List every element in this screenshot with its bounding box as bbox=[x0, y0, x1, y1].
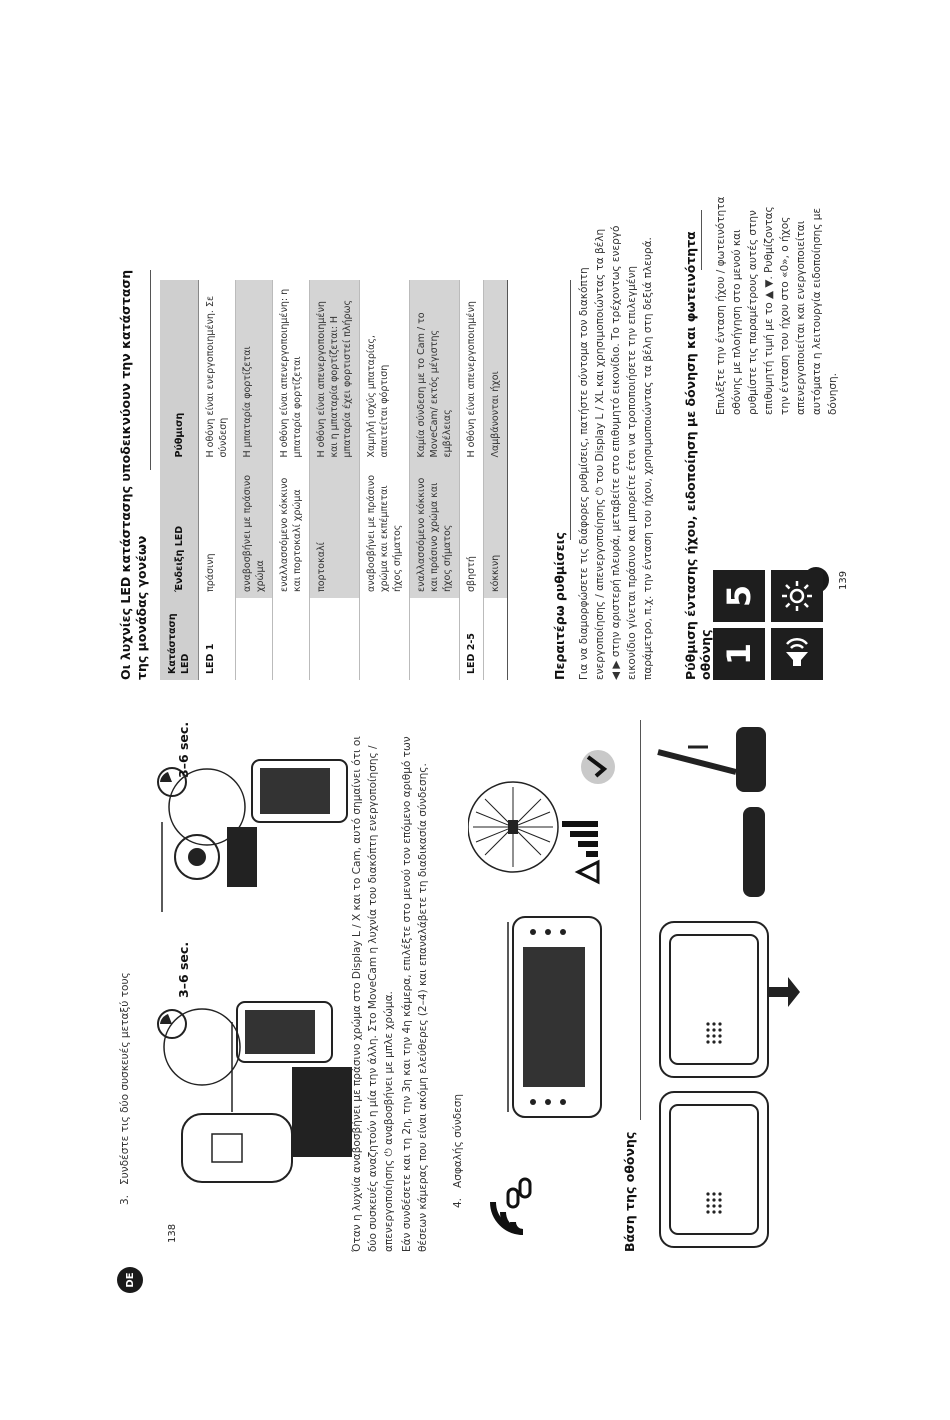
led-indication-cell: αναβοσβήνει με πράσινο χρώμα και εκπέμπεται ήχος σήματος bbox=[360, 464, 410, 599]
led-indication-cell: αναβοσβήνει με πράσινο χρώμα bbox=[236, 464, 273, 599]
led-setting-cell: Καμία σύνδεση με το Cam / το MoveCam/ εκτός μέγιστης εμβέλειας bbox=[410, 280, 460, 464]
timer-label-left: 3–6 sec. bbox=[176, 941, 191, 998]
led-setting-cell: Η οθόνη είναι ενεργοποιημένη. Σε σύνδεση bbox=[199, 280, 236, 464]
led-indication-cell: εναλλασσόμενο κόκκινο και πράσινο χρώμα και ήχος σήματος bbox=[410, 464, 460, 599]
arrow-icon bbox=[768, 977, 800, 1007]
led-status-cell: LED 2-5 bbox=[460, 598, 484, 680]
led-indication-cell: εναλλασσόμενο κόκκινο και πορτοκαλί χρώμα bbox=[273, 464, 310, 599]
table-row bbox=[484, 280, 508, 680]
status-led-glow-icon bbox=[468, 782, 558, 872]
led-status-cell bbox=[273, 598, 310, 680]
led-indication-cell: κόκκινη bbox=[484, 464, 508, 599]
monitor-side-view bbox=[658, 727, 766, 897]
pairing-illustration bbox=[142, 752, 352, 1252]
led-status-cell bbox=[310, 598, 360, 680]
column-header: Ένδειξη LED bbox=[160, 464, 199, 599]
secure-connection-illustration bbox=[468, 732, 618, 1252]
column-header: Ρύθμιση bbox=[160, 280, 199, 464]
page-number: 139 bbox=[838, 570, 849, 590]
more-settings-heading: Περαιτέρω ρυθμίσεις bbox=[552, 532, 567, 680]
led-setting-cell: Η οθόνη είναι απενεργοποιημένη bbox=[460, 280, 484, 464]
brightness-icon bbox=[771, 570, 823, 622]
led-status-cell: LED 1 bbox=[199, 598, 236, 680]
led-status-cell bbox=[484, 598, 508, 680]
language-badge: DE bbox=[117, 1267, 143, 1293]
step-4-text: 4. Ασφαλής σύνδεση bbox=[452, 1093, 464, 1208]
table-row bbox=[360, 280, 410, 680]
led-status-cell bbox=[360, 598, 410, 680]
led-status-cell bbox=[410, 598, 460, 680]
signal-strength-icon bbox=[562, 821, 598, 882]
table-row bbox=[236, 280, 273, 680]
table-header-row bbox=[160, 280, 199, 680]
table-row bbox=[273, 280, 310, 680]
parent-monitor-illustration bbox=[508, 917, 601, 1117]
table-row bbox=[199, 280, 236, 680]
led-setting-cell: Η μπαταρία φορτίζεται bbox=[236, 280, 273, 464]
led-indication-cell: σβηστή bbox=[460, 464, 484, 599]
more-settings-paragraph: Για να διαμορφώσετε τις διάφορες ρυθμίσεις, πατήστε σύντομα τον διακόπτη ενεργοποίησης / απενεργοποίησης ⏻ του Display L / XL και χρησιμοποιώντας τα βέλη ◀ ▶ στην αριστερή πλευρά, μεταβείτε στο επιθυμητό εικονίδιο. Το τρέχοντως ενεργό εικονίδιο γίνεται πράσινο και μπορείτε έτσι να τροποποιήσετε την επιλεγμένη παράμετρο, π.χ. την ένταση του ήχου, χρησιμοποιώντας τα βέλη στη δεξιά πλευρά. bbox=[578, 225, 654, 680]
table-row bbox=[310, 280, 360, 680]
led-indication-cell: πορτοκαλί bbox=[310, 464, 360, 599]
volume-brightness-heading: Ρύθμιση έντασης ήχου, ειδοποίηση με δόνηση και φωτεινότητα οθόνης bbox=[683, 231, 713, 680]
page-138 bbox=[0, 710, 950, 1420]
additional-camera-paragraph: Εάν συνδέσετε και τη 2η, την 3η και την 4η κάμερα, επιλέξτε στο μενού τον επόμενο αριθμό των θέσεων κάμερας που είναι ακόμη ελεύθερες (2–4) και επαναλάβετε τη διαδικασία σύνδεσης. bbox=[401, 736, 429, 1252]
brightness-level-tile: 5 bbox=[713, 570, 765, 622]
stand-heading: Βάση της οθόνης bbox=[622, 1131, 637, 1252]
heading-rule bbox=[701, 210, 702, 270]
column-header: Κατάσταση LED bbox=[160, 598, 199, 680]
led-setting-cell: Χαμηλή ισχύς μπαταρίας, απαιτείται φόρτιση bbox=[360, 280, 410, 464]
led-setting-cell: Η οθόνη είναι απενεργοποιημένη: η μπαταρία φορτίζεται bbox=[273, 280, 310, 464]
led-setting-cell: Η οθόνη είναι απενεργοποιημένη και η μπαταρία φορτίζεται: Η μπαταρία έχει φορτιστεί πλήρως bbox=[310, 280, 360, 464]
timer-label-right: 3–6 sec. bbox=[176, 721, 191, 778]
zoom-circle bbox=[164, 1009, 240, 1085]
table-row bbox=[410, 280, 460, 680]
led-status-table bbox=[160, 280, 508, 680]
volume-brightness-paragraph: Επιλέξτε την ένταση ήχου / φωτεινότητα οθόνης με πλοήγηση στο μενού και ρυθμίστε τις παραμέτρους αυτές στην επιθυμητή τιμή με το ▲ ▼. Ρυθμίζοντας την ένταση του ήχου στο «0», ο ήχος απενεργοποιείται και ενεργοποιείται αυτόματα η λειτουργία ειδοποίησης με δόνηση. bbox=[715, 196, 839, 415]
led-setting-cell: Λαμβάνονται ήχοι bbox=[484, 280, 508, 464]
volume-level-tile: 1 bbox=[713, 628, 765, 680]
checkmark-icon bbox=[581, 750, 615, 784]
page-number: 138 bbox=[167, 1223, 178, 1243]
step-3-text: 3. Συνδέστε τις δύο συσκευές μεταξύ τους bbox=[119, 972, 131, 1205]
parent-monitor-illustration bbox=[237, 1002, 332, 1062]
heading-rule bbox=[570, 280, 571, 540]
zoom-circle bbox=[169, 769, 245, 845]
heading-rule bbox=[640, 720, 641, 1120]
pairing-paragraph: Όταν η λυχνία αναβοσβήνει με πράσινο χρώμα στο Display L / X και το Cam, αυτό σημαίνει ότι οι δύο συσκευές αναζητούν η μία την άλλη. Στο MoveCam η λυχνία του διακόπτη ενεργοποίησης / απενεργοποίησης ⏻ αναβοσβήνει με μπλε χρώμα. bbox=[351, 736, 395, 1252]
led-table-title: Οι λυχνίες LED κατάστασης υποδεικνύουν την κατάσταση της μονάδας γονέων bbox=[118, 269, 149, 680]
speaker-icon bbox=[771, 628, 823, 680]
led-indication-cell: πράσινη bbox=[199, 464, 236, 599]
led-status-cell bbox=[236, 598, 273, 680]
wireless-link-icon bbox=[493, 1179, 530, 1232]
heading-rule bbox=[150, 270, 151, 470]
monitor-stand-illustration bbox=[648, 722, 803, 1252]
table-row bbox=[460, 280, 484, 680]
